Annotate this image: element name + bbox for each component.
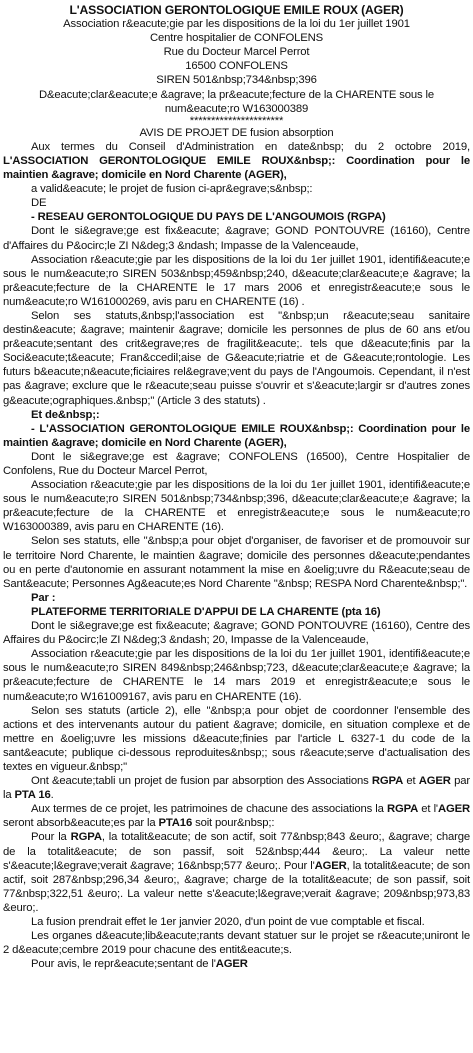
intro-paragraph bbox=[3, 140, 470, 182]
values-text: Pour la bbox=[31, 831, 71, 844]
intro-text: Aux termes du Conseil d'Administration en date&nbsp; du 2 octobre 2019, bbox=[31, 140, 470, 153]
fusion-project-by: par la bbox=[3, 775, 470, 802]
patrimony-text: Aux termes de ce projet, les patrimoines de chacune des associations la bbox=[31, 803, 387, 816]
pta-statutes: Selon ses statuts (article 2), elle "&nbsp;a pour objet de coordonner l'ensemble des actions et des intervenants autour du patient &agrave; domicile, en situation complexe et de mettre en &oelig;uvre les missions d&eacute;finies par l'article L 6327-1 du code de la sant&eacute; publique ci-dessous reproduites&nbsp;; sous r&eacute;serve d'actualisation des textes en vigueur.&nbsp;" bbox=[3, 704, 470, 773]
patrimony-ager: AGER bbox=[437, 803, 470, 816]
fusion-patrimony bbox=[3, 802, 470, 830]
header-line-street: Rue du Docteur Marcel Perrot bbox=[163, 46, 310, 59]
patrimony-end: soit pour&nbsp;: bbox=[192, 817, 275, 830]
rgpa-seat: Dont le si&egrave;ge est fix&eacute; &agrave; GOND PONTOUVRE (16160), Centre d'Affaires du P&ocirc;le ZI N&deg;3 &ndash; Impasse de la Valenceaude, bbox=[3, 225, 470, 252]
values-ager: AGER bbox=[314, 859, 347, 872]
fusion-project bbox=[3, 774, 470, 802]
intro-ager-name: L'ASSOCIATION GERONTOLOGIQUE EMILE ROUX&nbsp;: Coordination pour le maintien &agrave; domicile en Nord Charente (AGER), bbox=[3, 154, 470, 182]
values-rgpa-figures: , la totalit&eacute; de son actif, soit 77&nbsp;843 &euro;, &agrave; charge de la totalit&eacute; de son passif, soit 52&nbsp;444 &euro;. La valeur nette s'&eacute;l&egrave;verait &agrave; 16&nbsp;577 &euro;. Pour l' bbox=[3, 831, 470, 872]
fusion-project-ager: AGER bbox=[418, 775, 451, 788]
ager-name: - L'ASSOCIATION GERONTOLOGIQUE EMILE ROUX&nbsp;: Coordination pour le maintien &agrave; domicile en Nord Charente (AGER), bbox=[3, 422, 470, 449]
header-line-city: 16500 CONFOLENS bbox=[185, 60, 288, 73]
fusion-meeting-date: Les organes d&eacute;lib&eacute;rants devant statuer sur le projet se r&eacute;uniront le 2 d&eacute;cembre 2019 pour chacune des entit&eacute;s. bbox=[3, 930, 470, 957]
patrimony-absorbed: seront absorb&eacute;es par la bbox=[3, 817, 159, 830]
patrimony-pta: PTA16 bbox=[158, 817, 193, 830]
notice-title: L'ASSOCIATION GERONTOLOGIQUE EMILE ROUX (AGER) bbox=[69, 3, 404, 17]
values-rgpa: RGPA bbox=[70, 831, 102, 844]
signature-line bbox=[3, 957, 470, 971]
fusion-project-and: et bbox=[403, 775, 419, 788]
label-par: Par : bbox=[31, 591, 56, 604]
intro-validation: a valid&eacute; le projet de fusion ci-apr&egrave;s&nbsp;: bbox=[31, 183, 313, 196]
header-line-centre: Centre hospitalier de CONFOLENS bbox=[149, 32, 324, 45]
ager-seat: Dont le si&egrave;ge est &agrave; CONFOLENS (16500), Centre Hospitalier de Confolens, Rue du Docteur Marcel Perrot, bbox=[3, 450, 470, 477]
patrimony-rgpa: RGPA bbox=[386, 803, 419, 816]
notice-heading: AVIS DE PROJET DE fusion absorption bbox=[139, 126, 334, 139]
pta-seat: Dont le si&egrave;ge est fix&eacute; &agrave; GOND PONTOUVRE (16160), Centre des Affaires du P&ocirc;le ZI N&deg;3 &ndash; 20, Impasse de la Valenceaude, bbox=[3, 620, 470, 647]
header-line-regime: Association r&eacute;gie par les dispositions de la loi du 1er juillet 1901 bbox=[63, 18, 410, 31]
fusion-project-pta: PTA 16 bbox=[14, 789, 51, 802]
signature-ager: AGER bbox=[215, 958, 248, 971]
ager-statutes: Selon ses statuts, elle "&nbsp;a pour objet d'organiser, de favoriser et de promouvoir sur le territoire Nord Charente, le maintien &agrave; domicile des personnes d&eacute;pendantes ou en perte d'autonomie en assurant notamment la mise en &oelig;uvre du R&eacute;seau de Sant&eacute; Personnes Ag&eacute;es Nord Charente "&nbsp; RESPA Nord Charente&nbsp;". bbox=[3, 535, 470, 590]
label-et-de: Et de&nbsp;: bbox=[31, 408, 100, 421]
header-separator: ********************** bbox=[189, 114, 284, 127]
fusion-project-text: Ont &eacute;tabli un projet de fusion par absorption des Associations bbox=[31, 775, 372, 788]
patrimony-and: et l' bbox=[418, 803, 438, 816]
signature-text: Pour avis, le repr&eacute;sentant de l' bbox=[31, 958, 216, 971]
rgpa-name: - RESEAU GERONTOLOGIQUE DU PAYS DE L'ANGOUMOIS (RGPA) bbox=[31, 211, 386, 224]
label-de: DE bbox=[31, 197, 47, 210]
fusion-project-rgpa: RGPA bbox=[371, 775, 404, 788]
header-line-siren: SIREN 501&nbsp;734&nbsp;396 bbox=[156, 74, 317, 87]
values-ager-figures: , la totalit&eacute; de son actif, soit 287&nbsp;296,34 &euro;, &agrave; charge de la totalit&eacute; de son passif, soit 77&nbsp;322,51 &euro;. La valeur nette s'&eacute;l&egrave;verait &agrave; 209&nbsp;973,83 &euro;. bbox=[3, 859, 470, 914]
fusion-values bbox=[3, 830, 470, 915]
pta-name: PLATEFORME TERRITORIALE D'APPUI DE LA CHARENTE (pta 16) bbox=[31, 605, 381, 618]
fusion-project-end: . bbox=[50, 789, 54, 802]
header-line-prefecture: D&eacute;clar&eacute;e &agrave; la pr&eacute;fecture de la CHARENTE sous le num&eacute;ro W163000389 bbox=[38, 88, 435, 115]
rgpa-statutes: Selon ses statuts,&nbsp;l'association est "&nbsp;un r&eacute;seau sanitaire destin&eacute; &agrave; maintenir &agrave; domicile les personnes de plus de 60 ans et/ou pr&eacute;sentant des crit&egrave;res de fragilit&eacute;. tels que d&eacute;finis par la Soci&eacute;t&eacute; Fran&ccedil;aise de G&eacute;riatrie et de G&eacute;rontologie. Les futurs b&eacute;n&eacute;ficiaires rel&egrave;vent du pays de l'Angoumois. Cependant, il n'est pas &agrave; exclure que le r&eacute;seau puisse s'ouvrir et s'&eacute;largir sr d'autres zones g&eacute;ographiques.&nbsp;" (Article 3 des statuts) . bbox=[3, 309, 470, 407]
pta-registration: Association r&eacute;gie par les dispositions de la loi du 1er juillet 1901, identifi&eacute;e sous le num&eacute;ro SIREN 849&nbsp;246&nbsp;723, d&eacute;clar&eacute;e &agrave; la pr&eacute;fecture de CHARENTE le 14 mars 2019 et enregistr&eacute;e sous le num&eacute;ro W161009167, avis paru en CHARENTE (16). bbox=[3, 648, 470, 703]
ager-registration: Association r&eacute;gie par les dispositions de la loi du 1er juillet 1901, identifi&eacute;e sous le num&eacute;ro SIREN 501&nbsp;734&nbsp;396, d&eacute;clar&eacute;e &agrave; la pr&eacute;fecture de la CHARENTE et enregistr&eacute;e sous le num&eacute;ro W163000389, avis paru en CHARENTE (16). bbox=[3, 479, 470, 534]
fusion-effective-date: La fusion prendrait effet le 1er janvier 2020, d'un point de vue comptable et fiscal. bbox=[31, 916, 425, 928]
rgpa-registration: Association r&eacute;gie par les dispositions de la loi du 1er juillet 1901, identifi&eacute;e sous le num&eacute;ro SIREN 503&nbsp;459&nbsp;240, d&eacute;clar&eacute;e &agrave; la pr&eacute;fecture de la CHARENTE le 17 mars 2006 et enregistr&eacute;e sous le num&eacute;ro W161000269, avis paru en CHARENTE (16) . bbox=[3, 253, 470, 308]
